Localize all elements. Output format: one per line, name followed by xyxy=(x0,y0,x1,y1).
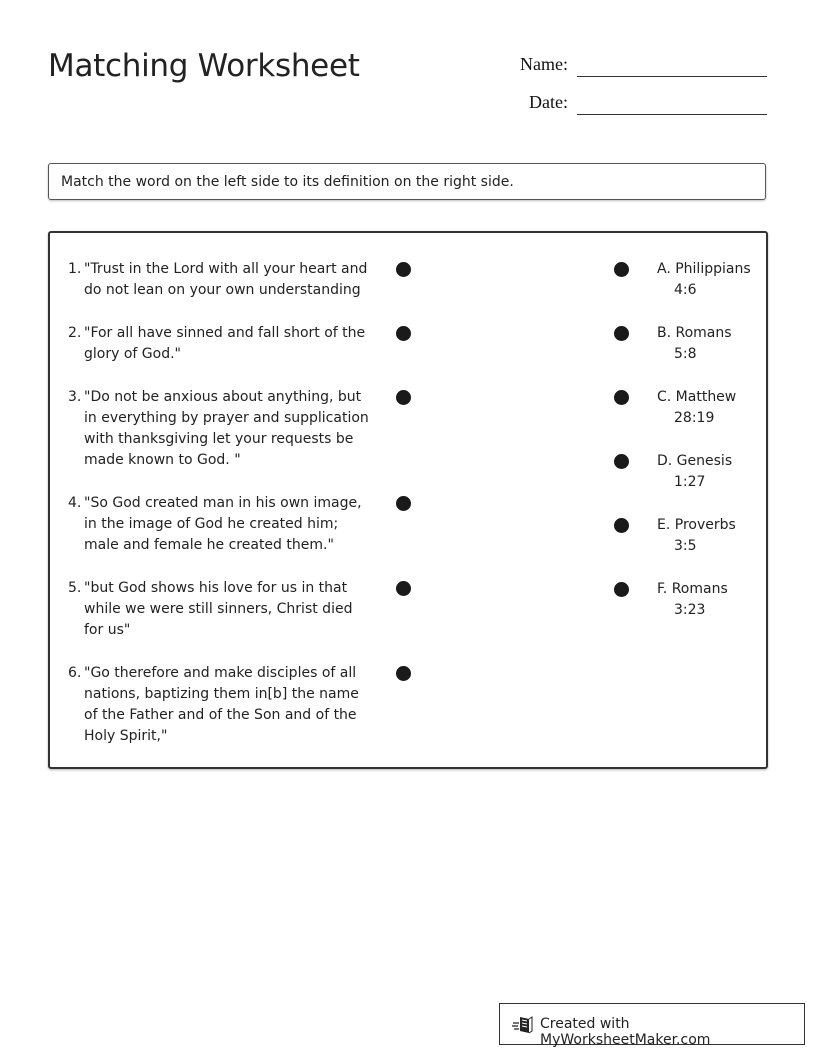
answer-item-c xyxy=(657,387,767,429)
answer-ref: 3:23 xyxy=(674,602,706,618)
question-number: 3. xyxy=(68,389,82,405)
answer-ref: 4:6 xyxy=(674,282,697,298)
name-label: Name: xyxy=(520,54,568,74)
answer-item-a xyxy=(657,259,767,301)
answer-ref: 28:19 xyxy=(674,410,715,426)
answer-name: A. Philippians xyxy=(657,261,751,277)
date-label: Date: xyxy=(529,92,568,112)
question-text: "but God shows his love for us in that while we were still sinners, Christ died for us" xyxy=(84,580,353,638)
instructions-text: Match the word on the left side to its definition on the right side. xyxy=(61,174,514,190)
answer-dot-a[interactable] xyxy=(614,262,629,277)
answer-ref: 1:27 xyxy=(674,474,706,490)
question-text: "Do not be anxious about anything, but in everything by prayer and supplication with thanksgiving let your requests be made known to God. " xyxy=(84,389,369,468)
answer-dot-c[interactable] xyxy=(614,390,629,405)
answer-item-e xyxy=(657,515,767,557)
matching-box xyxy=(48,231,768,769)
answer-name: D. Genesis xyxy=(657,453,733,469)
answer-name: F. Romans xyxy=(657,581,728,597)
question-text: "Trust in the Lord with all your heart and do not lean on your own understanding xyxy=(84,261,368,298)
question-dot-3[interactable] xyxy=(396,390,411,405)
name-field-line[interactable] xyxy=(577,76,767,77)
answer-name: C. Matthew xyxy=(657,389,737,405)
question-number: 4. xyxy=(68,495,82,511)
question-number: 1. xyxy=(68,261,82,277)
answer-item-f xyxy=(657,579,767,621)
footer-text: Created with MyWorksheetMaker.com xyxy=(540,1016,711,1048)
answer-dot-f[interactable] xyxy=(614,582,629,597)
answer-ref: 3:5 xyxy=(674,538,697,554)
answer-dot-d[interactable] xyxy=(614,454,629,469)
page-title: Matching Worksheet xyxy=(48,48,360,84)
question-text: "So God created man in his own image, in the image of God he created him; male and female he created them." xyxy=(84,495,362,553)
question-text: "For all have sinned and fall short of the glory of God." xyxy=(84,325,366,362)
answer-dot-e[interactable] xyxy=(614,518,629,533)
question-number: 6. xyxy=(68,665,82,681)
answer-item-b xyxy=(657,323,767,365)
footer-credit[interactable] xyxy=(499,1003,805,1048)
question-number: 5. xyxy=(68,580,82,596)
instructions-box xyxy=(48,163,766,200)
answer-name: E. Proverbs xyxy=(657,517,736,533)
answer-dot-b[interactable] xyxy=(614,326,629,341)
answer-item-d xyxy=(657,451,767,493)
question-dot-1[interactable] xyxy=(396,262,411,277)
question-dot-6[interactable] xyxy=(396,666,411,681)
question-text: "Go therefore and make disciples of all nations, baptizing them in[b] the name of the Father and of the Son and of the Holy Spirit," xyxy=(84,665,359,744)
worksheet-maker-logo-icon xyxy=(512,1015,534,1035)
answer-name: B. Romans xyxy=(657,325,732,341)
date-field-line[interactable] xyxy=(577,114,767,115)
question-dot-5[interactable] xyxy=(396,581,411,596)
question-dot-2[interactable] xyxy=(396,326,411,341)
question-number: 2. xyxy=(68,325,82,341)
answer-ref: 5:8 xyxy=(674,346,697,362)
question-dot-4[interactable] xyxy=(396,496,411,511)
